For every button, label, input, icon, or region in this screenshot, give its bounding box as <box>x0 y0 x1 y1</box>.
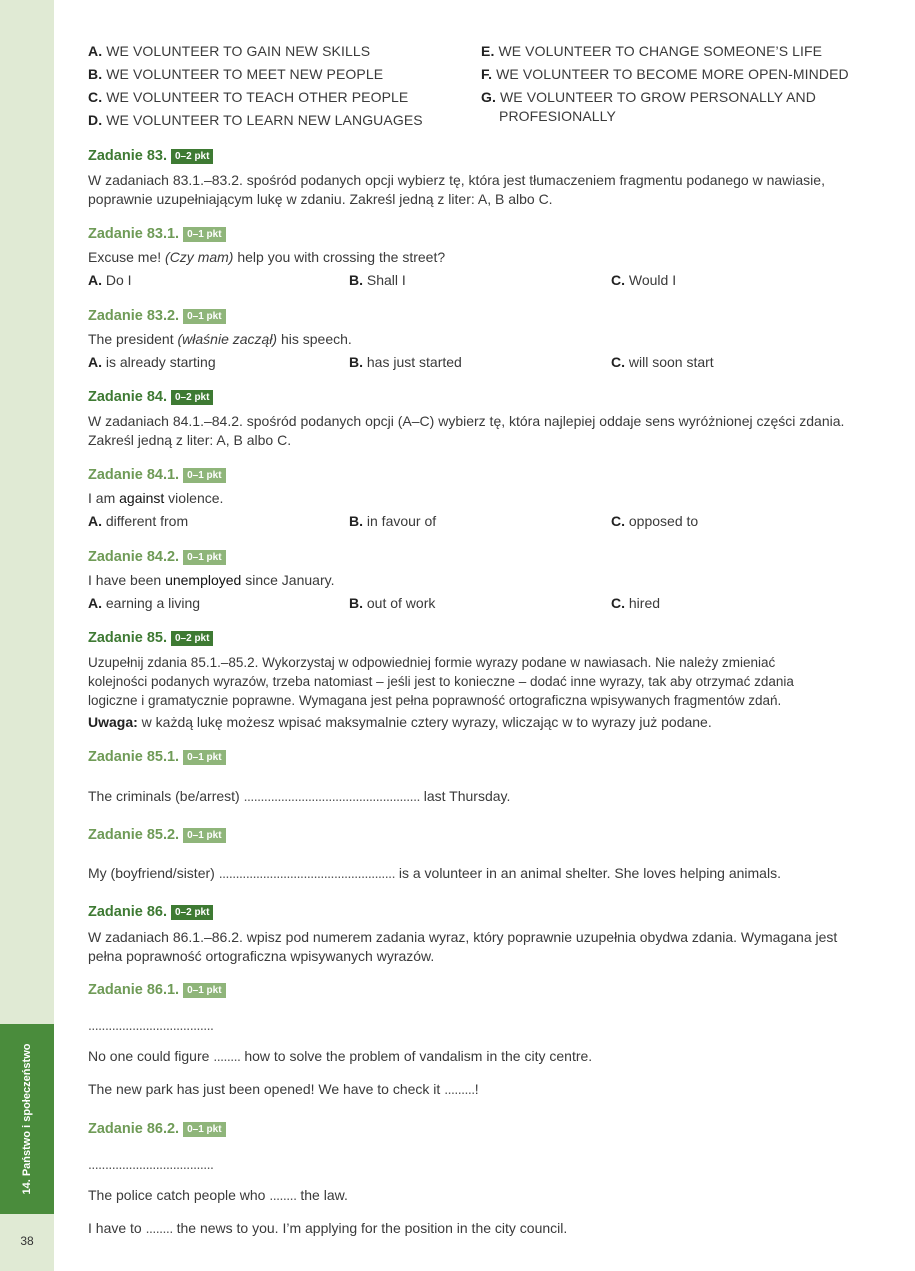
task-83-1-option-c[interactable]: C. Would I <box>611 272 677 288</box>
task-85-heading: Zadanie 85. 0–2 pkt <box>88 630 213 646</box>
task-84-instruction: W zadaniach 84.1.–84.2. spośród podanych opcji (A–C) wybierz tę, która najlepiej oddaje sens wyróżnionej części zdania. Zakreśl jedną z liter: A, B albo C. <box>88 413 845 448</box>
task-86-1-sentence-1: No one could figure ........ how to solve the problem of vandalism in the city centre. <box>88 1048 593 1064</box>
task-83-1-sentence: Excuse me! (Czy mam) help you with crossing the street? <box>88 249 446 265</box>
task-83-2-option-a[interactable]: A. is already starting <box>88 354 216 370</box>
option-g-cont: PROFESIONALLY <box>499 108 616 124</box>
task-84-2-option-c[interactable]: C. hired <box>611 595 661 611</box>
task-86-instruction: W zadaniach 86.1.–86.2. wpisz pod numerem zadania wyraz, który poprawnie uzupełnia obydwa zdania. Wymagana jest pełna poprawność ortograficzna wpisywanych wyrazów. <box>88 929 838 964</box>
task-84-2-option-a[interactable]: A. earning a living <box>88 595 201 611</box>
task-85-instruction: Uzupełnij zdania 85.1.–85.2. Wykorzystaj w odpowiedniej formie wyrazy podane w nawiasach. Nie należy zmieniać kolejności podanych wyrazów, trzeba natomiast – jeśli jest to konieczne – dodać inne wyrazy, tak aby otrzymać zdania logiczne i gramatycznie poprawne. Wymagana jest pełna poprawność ortograficzna wpisywanych fragmentów zdań. <box>88 655 794 708</box>
task-83-instruction: W zadaniach 83.1.–83.2. spośród podanych opcji wybierz tę, która jest tłumaczeniem fragmentu podanego w nawiasie, poprawnie uzupełniającym lukę w zdaniu. Zakreśl jedną z liter: A, B albo C. <box>88 172 825 207</box>
task-85-note: Uwaga: w każdą lukę możesz wpisać maksymalnie cztery wyrazy, wliczając w to wyrazy już podane. <box>88 714 712 730</box>
task-84-2-heading: Zadanie 84.2. 0–1 pkt <box>88 549 226 565</box>
task-83-2-option-b[interactable]: B. has just started <box>349 354 462 370</box>
option-a: A. WE VOLUNTEER TO GAIN NEW SKILLS <box>88 43 371 59</box>
points-badge: 0–1 pkt <box>183 1122 225 1137</box>
task-83-1-option-b[interactable]: B. Shall I <box>349 272 406 288</box>
points-badge: 0–2 pkt <box>171 149 213 164</box>
points-badge: 0–2 pkt <box>171 905 213 920</box>
task-83-2-option-c[interactable]: C. will soon start <box>611 354 714 370</box>
task-83-2-heading: Zadanie 83.2. 0–1 pkt <box>88 308 226 324</box>
task-83-2-sentence: The president (właśnie zaczął) his speech. <box>88 331 352 347</box>
task-83-1-heading: Zadanie 83.1. 0–1 pkt <box>88 226 226 242</box>
task-85-2-sentence: My (boyfriend/sister) .................................................... is a volunteer in an animal shelter. She loves helping animals. <box>88 865 781 881</box>
points-badge: 0–1 pkt <box>183 227 225 242</box>
points-badge: 0–1 pkt <box>183 550 225 565</box>
option-b: B. WE VOLUNTEER TO MEET NEW PEOPLE <box>88 66 384 82</box>
task-86-2-sentence-2: I have to ........ the news to you. I’m applying for the position in the city council. <box>88 1220 568 1236</box>
task-83-heading: Zadanie 83. 0–2 pkt <box>88 148 213 164</box>
answer-gap[interactable]: .................................................... <box>243 788 420 804</box>
option-f: F. WE VOLUNTEER TO BECOME MORE OPEN-MINDED <box>481 66 849 82</box>
points-badge: 0–1 pkt <box>183 309 225 324</box>
section-label: 14. Państwo i społeczeństwo <box>21 1043 33 1195</box>
points-badge: 0–1 pkt <box>183 828 225 843</box>
option-g: G. WE VOLUNTEER TO GROW PERSONALLY AND <box>481 89 816 105</box>
task-84-2-option-b[interactable]: B. out of work <box>349 595 436 611</box>
page-number: 38 <box>20 1234 34 1248</box>
task-84-1-option-b[interactable]: B. in favour of <box>349 513 437 529</box>
task-84-1-option-c[interactable]: C. opposed to <box>611 513 699 529</box>
points-badge: 0–2 pkt <box>171 631 213 646</box>
points-badge: 0–1 pkt <box>183 983 225 998</box>
task-85-1-sentence: The criminals (be/arrest) .................................................... last Thursday. <box>88 788 511 804</box>
option-d: D. WE VOLUNTEER TO LEARN NEW LANGUAGES <box>88 112 423 128</box>
task-85-1-heading: Zadanie 85.1. 0–1 pkt <box>88 749 226 765</box>
task-86-2-heading: Zadanie 86.2. 0–1 pkt <box>88 1121 226 1137</box>
task-84-1-option-a[interactable]: A. different from <box>88 513 189 529</box>
option-c: C. WE VOLUNTEER TO TEACH OTHER PEOPLE <box>88 89 409 105</box>
task-84-1-heading: Zadanie 84.1. 0–1 pkt <box>88 467 226 483</box>
task-84-1-sentence: I am against violence. <box>88 490 224 506</box>
answer-line[interactable]: ..................................... <box>88 1017 214 1033</box>
points-badge: 0–1 pkt <box>183 750 225 765</box>
answer-line[interactable]: ..................................... <box>88 1156 214 1172</box>
points-badge: 0–1 pkt <box>183 468 225 483</box>
task-86-1-sentence-2: The new park has just been opened! We have to check it .........! <box>88 1081 479 1097</box>
answer-gap[interactable]: .................................................... <box>218 865 395 881</box>
task-86-1-heading: Zadanie 86.1. 0–1 pkt <box>88 982 226 998</box>
task-85-2-heading: Zadanie 85.2. 0–1 pkt <box>88 827 226 843</box>
task-83-1-option-a[interactable]: A. Do I <box>88 272 132 288</box>
task-86-2-sentence-1: The police catch people who ........ the law. <box>88 1187 348 1203</box>
option-e: E. WE VOLUNTEER TO CHANGE SOMEONE’S LIFE <box>481 43 823 59</box>
points-badge: 0–2 pkt <box>171 390 213 405</box>
task-84-2-sentence: I have been unemployed since January. <box>88 572 335 588</box>
task-84-heading: Zadanie 84. 0–2 pkt <box>88 389 213 405</box>
task-86-heading: Zadanie 86. 0–2 pkt <box>88 904 213 920</box>
